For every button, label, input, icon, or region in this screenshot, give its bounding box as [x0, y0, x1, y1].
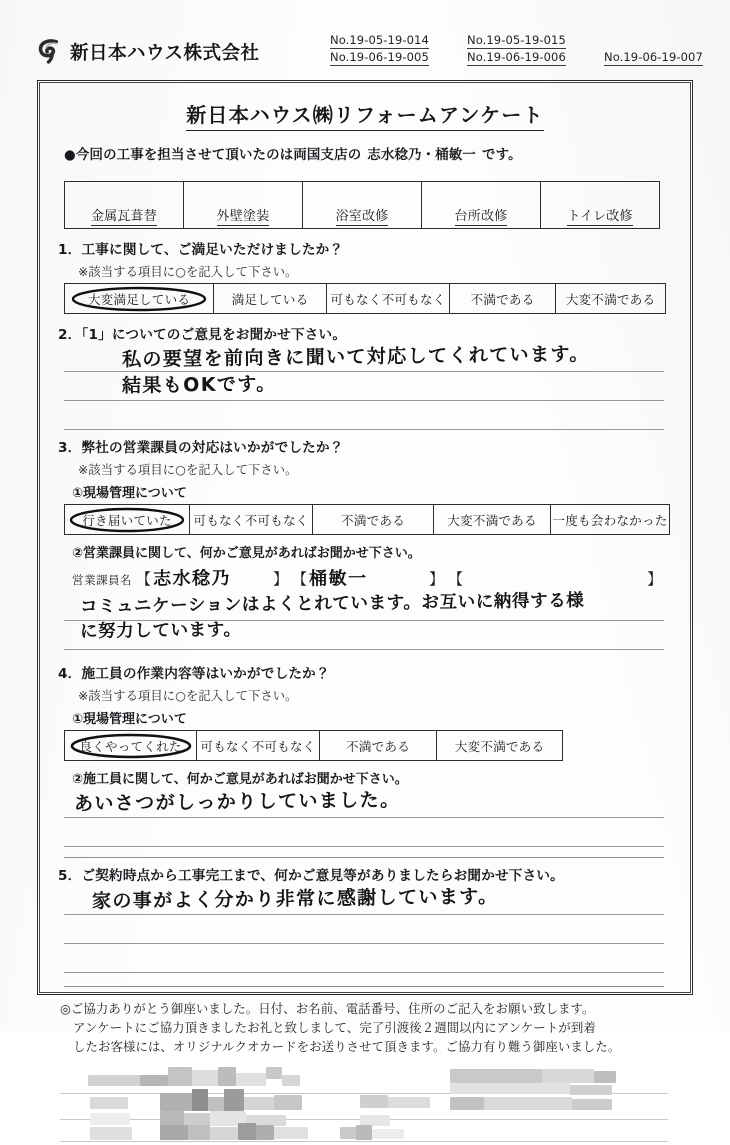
q4-options-table — [64, 730, 563, 761]
staff-name-field[interactable] — [292, 564, 444, 590]
q3-option-selected[interactable]: 行き届いていた — [65, 505, 190, 535]
swirl-logo-icon — [36, 37, 63, 64]
question-number: 5． — [58, 868, 82, 884]
bracket-open-icon: 【 — [448, 570, 464, 588]
thank-you-note — [60, 999, 672, 1057]
q4-option[interactable]: 大変不満である — [437, 731, 563, 761]
handwritten-answer-line: 結果もOKです。 — [121, 373, 277, 397]
q4-option-selected[interactable]: 良くやってくれた — [65, 731, 197, 761]
work-type-cell[interactable]: トイレ改修 — [541, 182, 660, 229]
question-number: 1． — [58, 242, 82, 258]
handwritten-answer-line: 家の事がよく分かり非常に感謝しています。 — [91, 885, 499, 913]
q4-answer-area[interactable] — [64, 789, 664, 847]
question-number: 3． — [58, 440, 82, 456]
q1-option[interactable]: 大変不満である — [556, 284, 666, 314]
work-type-table — [64, 181, 660, 229]
q2-answer-area[interactable] — [64, 343, 664, 427]
staff-name-value: 桶敏一 — [308, 568, 368, 590]
table-row — [65, 505, 670, 535]
company-name: 新日本ハウス株式会社 — [70, 42, 260, 64]
question-number: 2． — [58, 327, 82, 343]
question-3 — [58, 436, 688, 456]
q4-subsection-2: ②施工員に関して、何かご意見があればお聞かせ下さい。 — [72, 772, 408, 787]
question-text: 工事に関して、ご満足いただけましたか？ — [81, 242, 344, 258]
thank-you-line: アンケートにご協力頂きましたお礼と致しまして、完了引渡後２週間以内にアンケートが到着 — [73, 1020, 596, 1036]
lead-suffix: です。 — [482, 148, 522, 163]
form-title: 新日本ハウス㈱リフォームアンケート — [42, 99, 688, 128]
lead-prefix: ●今回の工事を担当させて頂いたのは — [64, 148, 294, 163]
q1-instruction: ※該当する項目に○を記入して下さい。 — [78, 265, 298, 279]
document-number: No.19-06-19-005 — [330, 50, 429, 64]
q4-subsection-1: ①現場管理について — [72, 712, 187, 727]
question-text: 施工員の作業内容等はいかがでしたか？ — [81, 666, 330, 682]
q1-option-selected[interactable]: 大変満足している — [65, 284, 214, 314]
assigned-staff-statement — [64, 144, 688, 163]
rule-line — [64, 915, 664, 944]
q4-option[interactable]: 可もなく不可もなく — [197, 731, 320, 761]
q1-option[interactable]: 不満である — [450, 284, 556, 314]
q3-option[interactable]: 可もなく不可もなく — [190, 505, 313, 535]
redacted-personal-info — [60, 1067, 680, 1145]
question-text: 「1」についてのご意見をお聞かせ下さい。 — [81, 327, 347, 343]
section-divider — [64, 857, 664, 858]
footer-divider — [64, 986, 664, 987]
document-number: No.19-06-19-007 — [604, 50, 703, 64]
document-number: No.19-06-19-006 — [467, 50, 566, 64]
q3-option[interactable]: 一度も会わなかった — [551, 505, 670, 535]
rule-line — [64, 944, 664, 973]
q5-answer-area[interactable] — [64, 886, 664, 972]
work-type-cell[interactable]: 金属瓦葺替 — [65, 182, 184, 229]
thank-you-line: ◎ご協力ありがとう御座いました。日付、お名前、電話番号、住所のご記入をお願い致します。 — [60, 1001, 595, 1016]
bracket-close-icon: 】 — [429, 570, 445, 588]
table-row — [65, 731, 563, 761]
handwritten-answer-line: に努力しています。 — [79, 620, 242, 642]
sales-staff-name-label: 営業課員名 — [72, 573, 132, 587]
handwritten-answer-line: 私の要望を前向きに聞いて対応してくれています。 — [121, 343, 590, 371]
bracket-open-icon: 【 — [135, 570, 151, 588]
question-text: ご契約時点から工事完工まで、何かご意見等がありましたらお聞かせ下さい。 — [81, 868, 564, 884]
question-text: 弊社の営業課員の対応はいかがでしたか？ — [81, 440, 344, 456]
staff-name-field-empty[interactable] — [448, 568, 662, 589]
question-1 — [58, 238, 688, 258]
survey-form-frame — [37, 80, 693, 1055]
bracket-close-icon: 】 — [273, 570, 289, 588]
thank-you-line: したお客様には、オリジナルクオカードをお送りさせて頂きます。ご協力有り難う御座いました。 — [73, 1039, 621, 1055]
q1-option[interactable]: 満足している — [214, 284, 327, 314]
q4-option[interactable]: 不満である — [320, 731, 437, 761]
question-5 — [58, 864, 688, 884]
rule-line — [64, 818, 664, 847]
bracket-close-icon: 】 — [647, 570, 663, 588]
handwritten-answer-line: コミュニケーションはよくとれています。お互いに納得する様 — [79, 590, 585, 618]
rule-line — [64, 401, 664, 430]
work-type-cell[interactable]: 外壁塗装 — [184, 182, 303, 229]
staff-name-value — [465, 583, 645, 585]
staff-name-field[interactable] — [136, 564, 288, 590]
q3-option[interactable]: 大変不満である — [434, 505, 551, 535]
handwritten-answer-line: あいさつがしっかりしていました。 — [73, 789, 401, 815]
q3-options-table — [64, 504, 670, 535]
q3-subsection-2: ②営業課員に関して、何かご意見があればお聞かせ下さい。 — [72, 546, 421, 561]
q3-answer-area[interactable] — [64, 592, 664, 650]
q1-options-table — [64, 283, 666, 314]
question-number: 4． — [58, 666, 82, 682]
document-number: No.19-05-19-015 — [467, 33, 566, 47]
staff-names-inline: 志水稔乃・桶敏一 — [367, 148, 477, 163]
sales-staff-name-fields — [72, 564, 688, 590]
branch-name: 両国支店の — [293, 148, 362, 163]
question-4 — [58, 662, 688, 682]
q3-option[interactable]: 不満である — [313, 505, 434, 535]
page-masthead — [0, 0, 730, 84]
work-type-cell[interactable]: 浴室改修 — [303, 182, 422, 229]
q3-instruction: ※該当する項目に○を記入して下さい。 — [78, 463, 298, 477]
document-number: No.19-05-19-014 — [330, 33, 429, 47]
company-branding — [36, 38, 259, 65]
work-type-cell[interactable]: 台所改修 — [422, 182, 541, 229]
q1-option[interactable]: 可もなく不可もなく — [327, 284, 450, 314]
q4-instruction: ※該当する項目に○を記入して下さい。 — [78, 689, 298, 703]
question-2 — [58, 323, 688, 343]
staff-name-value: 志水稔乃 — [152, 567, 232, 590]
table-row — [65, 284, 666, 314]
document-number-list — [330, 33, 730, 64]
q3-subsection-1: ①現場管理について — [72, 486, 187, 501]
bracket-open-icon: 【 — [292, 570, 308, 588]
table-row — [65, 182, 660, 229]
